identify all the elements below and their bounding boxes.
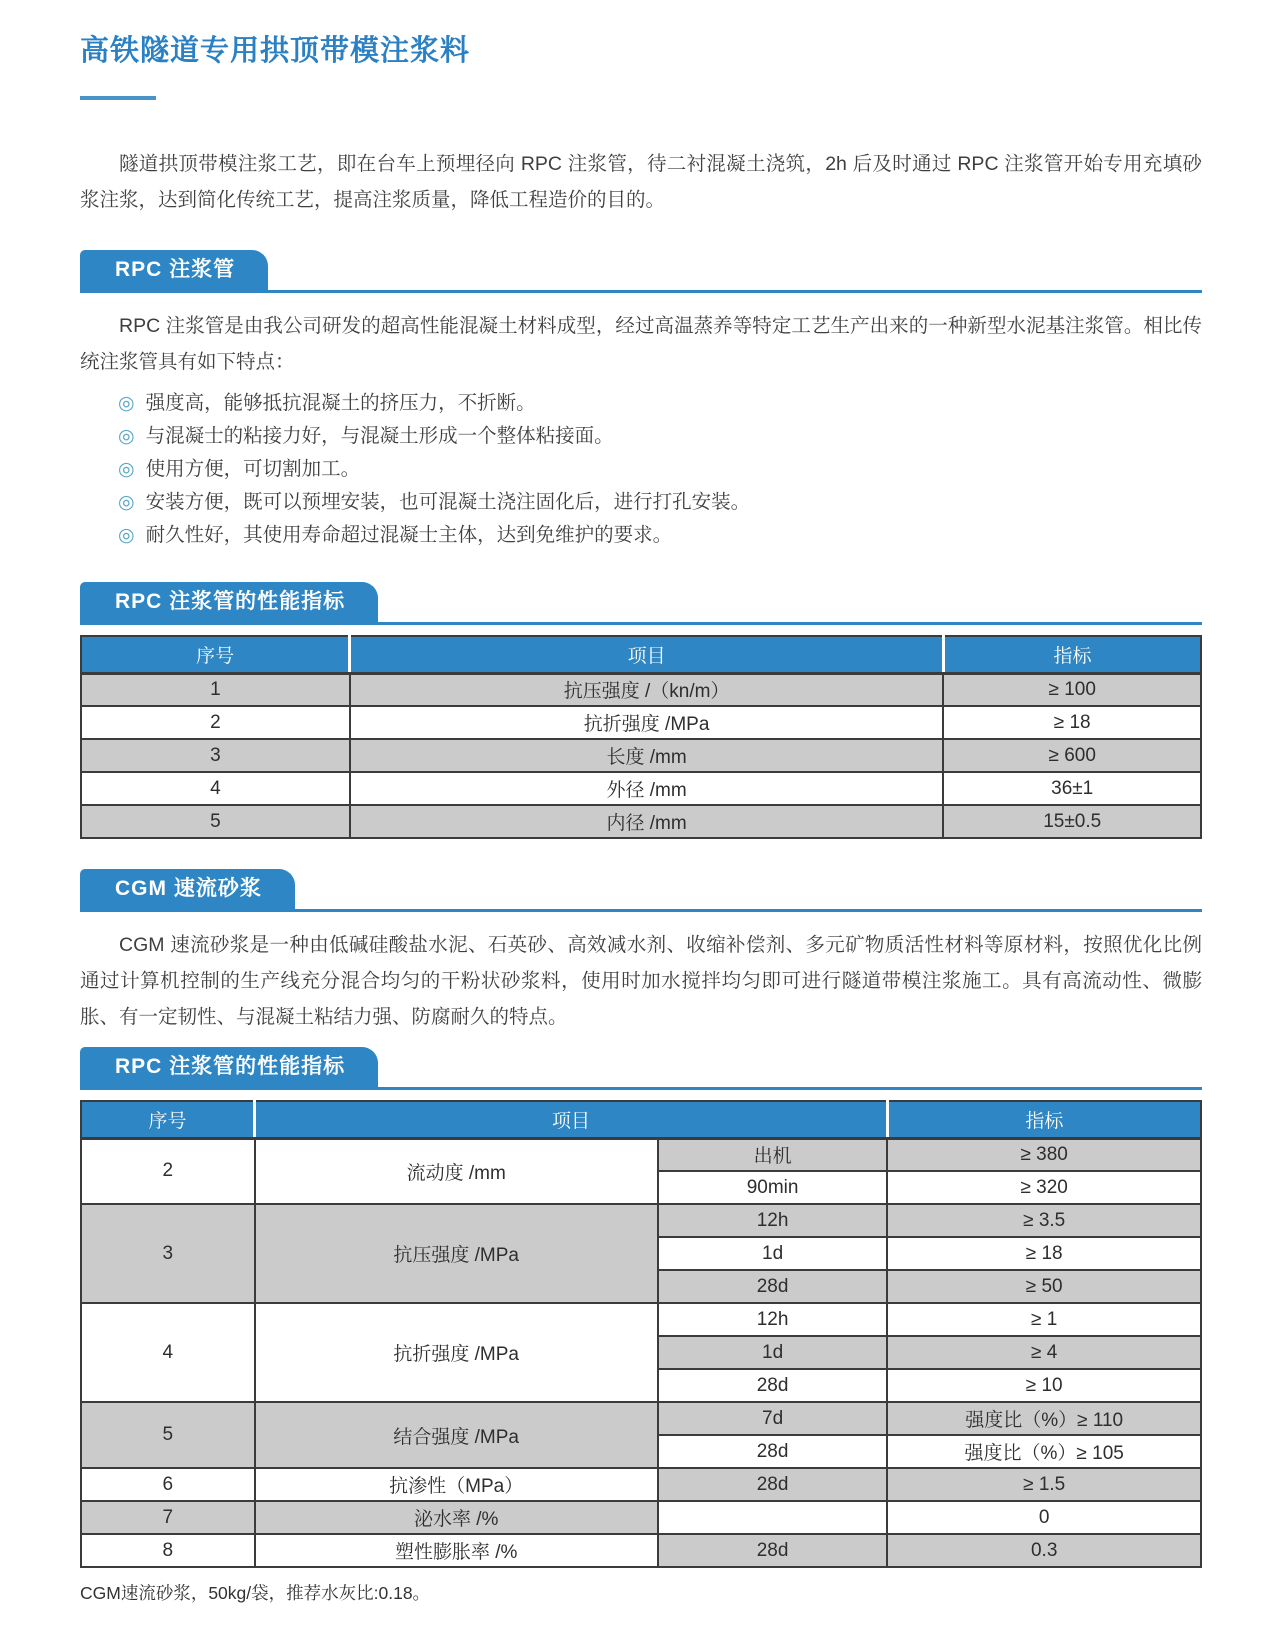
rpc-paragraph: RPC 注浆管是由我公司研发的超高性能混凝土材料成型，经过高温蒸养等特定工艺生产出来的一种新型水泥基注浆管。相比传统注浆管具有如下特点： [80, 315, 1202, 373]
table-header-row [81, 1101, 1201, 1138]
table-cell: 5 [81, 1402, 255, 1468]
feature-text: 安装方便，既可以预埋安装，也可混凝土浇注固化后，进行打孔安装。 [145, 491, 751, 513]
table-cell: 抗折强度 /MPa [350, 706, 944, 739]
column-header-item: 项目 [255, 1101, 888, 1138]
table-row [81, 673, 1201, 706]
table-cell: 塑性膨胀率 /% [255, 1534, 658, 1567]
table-cell: 28d [658, 1435, 888, 1468]
ring-bullet-icon: ◎ [118, 525, 135, 546]
table-cell: 15±0.5 [943, 805, 1201, 838]
table-row [81, 1468, 1201, 1501]
table-row [81, 739, 1201, 772]
rpc-spec-table [80, 635, 1202, 839]
table-cell: 内径 /mm [350, 805, 944, 838]
table-cell: 28d [658, 1468, 888, 1501]
table-cell: 抗压强度 /（kn/m） [350, 673, 944, 706]
table-cell: 28d [658, 1534, 888, 1567]
table-cell: 抗渗性（MPa） [255, 1468, 658, 1501]
feature-item [118, 387, 1202, 420]
table-cell: 6 [81, 1468, 255, 1501]
table-cell: 长度 /mm [350, 739, 944, 772]
table-cell: 4 [81, 1303, 255, 1402]
table-cell: ≥ 380 [887, 1138, 1201, 1171]
table-cell: ≥ 1.5 [887, 1468, 1201, 1501]
footer-note: CGM速流砂浆，50kg/袋，推荐水灰比:0.18。 [80, 1583, 431, 1603]
table-cell: ≥ 100 [943, 673, 1201, 706]
table-cell: 3 [81, 1204, 255, 1303]
title-underline [80, 96, 156, 100]
feature-text: 耐久性好，其使用寿命超过混凝士主体，达到免维护的要求。 [145, 524, 673, 546]
table-cell: 2 [81, 1138, 255, 1204]
table-header-row [81, 636, 1201, 673]
table-cell: ≥ 600 [943, 739, 1201, 772]
table-cell: ≥ 50 [887, 1270, 1201, 1303]
table-row [81, 1501, 1201, 1534]
rpc-feature-list [80, 387, 1202, 552]
table-row [81, 1303, 1201, 1336]
table-cell: 1d [658, 1336, 888, 1369]
table-cell: 7 [81, 1501, 255, 1534]
table-cell: 0.3 [887, 1534, 1201, 1567]
feature-item [118, 486, 1202, 519]
table-cell: 90min [658, 1171, 888, 1204]
page-title: 高铁隧道专用拱顶带模注浆料 [80, 35, 471, 67]
column-header-index: 指标 [887, 1101, 1201, 1138]
ring-bullet-icon: ◎ [118, 459, 135, 480]
table-cell: ≥ 1 [887, 1303, 1201, 1336]
table-row [81, 1402, 1201, 1435]
table-cell: ≥ 3.5 [887, 1204, 1201, 1237]
feature-text: 强度高，能够抵抗混凝土的挤压力，不折断。 [145, 392, 536, 414]
table-cell: 强度比（%）≥ 105 [887, 1435, 1201, 1468]
table-cell: 0 [887, 1501, 1201, 1534]
table-cell: 12h [658, 1204, 888, 1237]
table-row [81, 1204, 1201, 1237]
section-banner-cgm-specs [80, 1047, 1202, 1090]
section-banner-rpc-specs [80, 582, 1202, 625]
table-cell: 12h [658, 1303, 888, 1336]
table-cell: ≥ 320 [887, 1171, 1201, 1204]
feature-item [118, 453, 1202, 486]
cgm-paragraph: CGM 速流砂浆是一种由低碱硅酸盐水泥、石英砂、高效减水剂、收缩补偿剂、多元矿物质活性材料等原材料，按照优化比例通过计算机控制的生产线充分混合均匀的干粉状砂浆料，使用时加水搅拌均匀即可进行隧道带模注浆施工。具有高流动性、微膨胀、有一定韧性、与混凝土粘结力强、防腐耐久的特点。 [80, 934, 1202, 1028]
table-cell: 强度比（%）≥ 110 [887, 1402, 1201, 1435]
table-cell: 抗折强度 /MPa [255, 1303, 658, 1402]
table-cell: 28d [658, 1369, 888, 1402]
cgm-spec-table [80, 1100, 1202, 1568]
table-cell: 泌水率 /% [255, 1501, 658, 1534]
table-cell: 流动度 /mm [255, 1138, 658, 1204]
table-cell: 1 [81, 673, 350, 706]
table-row [81, 1534, 1201, 1567]
banner-label: RPC 注浆管的性能指标 [80, 582, 378, 622]
column-header-item: 项目 [350, 636, 944, 673]
banner-label: RPC 注浆管 [80, 250, 268, 290]
table-cell: 28d [658, 1270, 888, 1303]
column-header-index: 指标 [943, 636, 1201, 673]
table-cell [658, 1501, 888, 1534]
feature-item [118, 519, 1202, 552]
table-cell: 4 [81, 772, 350, 805]
table-cell: 结合强度 /MPa [255, 1402, 658, 1468]
table-cell: 1d [658, 1237, 888, 1270]
table-cell: 36±1 [943, 772, 1201, 805]
table-row [81, 706, 1201, 739]
banner-label: RPC 注浆管的性能指标 [80, 1047, 378, 1087]
intro-paragraph: 隧道拱顶带模注浆工艺，即在台车上预埋径向 RPC 注浆管，待二衬混凝土浇筑，2h 后及时通过 RPC 注浆管开始专用充填砂浆注浆，达到简化传统工艺，提高注浆质量，降低工程造价的目的。 [80, 153, 1202, 211]
table-cell: 8 [81, 1534, 255, 1567]
table-cell: ≥ 18 [887, 1237, 1201, 1270]
table-row [81, 1138, 1201, 1171]
table-cell: 出机 [658, 1138, 888, 1171]
table-cell: 外径 /mm [350, 772, 944, 805]
table-cell: 5 [81, 805, 350, 838]
column-header-seq: 序号 [81, 1101, 255, 1138]
ring-bullet-icon: ◎ [118, 393, 135, 414]
section-banner-rpc-pipe [80, 250, 1202, 293]
table-cell: 抗压强度 /MPa [255, 1204, 658, 1303]
table-cell: ≥ 18 [943, 706, 1201, 739]
table-cell: ≥ 10 [887, 1369, 1201, 1402]
column-header-seq: 序号 [81, 636, 350, 673]
table-cell: 7d [658, 1402, 888, 1435]
table-cell: 2 [81, 706, 350, 739]
feature-item [118, 420, 1202, 453]
table-cell: ≥ 4 [887, 1336, 1201, 1369]
table-row [81, 805, 1201, 838]
section-banner-cgm [80, 869, 1202, 912]
ring-bullet-icon: ◎ [118, 492, 135, 513]
table-cell: 3 [81, 739, 350, 772]
feature-text: 与混凝士的粘接力好，与混凝土形成一个整体粘接面。 [145, 425, 614, 447]
feature-text: 使用方便，可切割加工。 [145, 458, 361, 480]
ring-bullet-icon: ◎ [118, 426, 135, 447]
banner-label: CGM 速流砂浆 [80, 869, 295, 909]
table-row [81, 772, 1201, 805]
